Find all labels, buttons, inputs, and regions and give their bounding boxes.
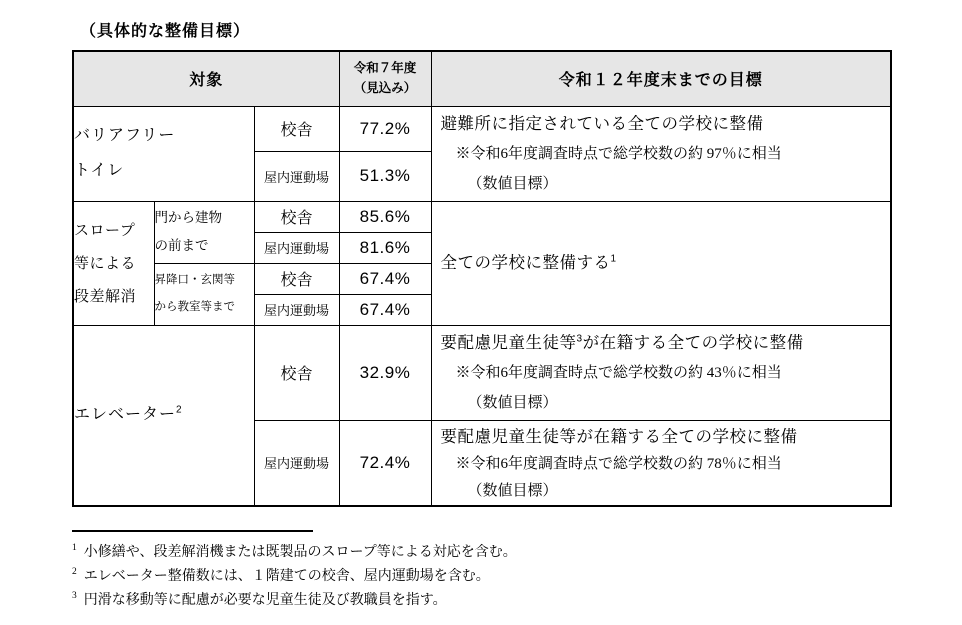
facility-label: 校舎: [254, 106, 339, 151]
facility-label: 校舎: [254, 263, 339, 294]
value-cell: 85.6%: [339, 201, 431, 232]
footnote-3-text: 円滑な移動等に配慮が必要な児童生徒及び教職員を指す。: [83, 593, 447, 608]
category-barrier-free-toilet: [73, 106, 254, 201]
value-cell: 67.4%: [339, 294, 431, 325]
goal-note2-text: （数値目標）: [467, 175, 558, 192]
footnote-rule: [72, 530, 313, 532]
header-row: [73, 51, 891, 106]
fy7-line1: 令和７年度: [353, 61, 417, 76]
footnote-2: [72, 565, 517, 589]
value-cell: 77.2%: [339, 106, 431, 151]
scope-entrance-to-classroom: [154, 263, 254, 325]
category-label-span: エレベーター: [74, 405, 177, 423]
goal-note2-text: （数値目標）: [467, 394, 558, 411]
footnotes: [72, 530, 517, 613]
goal-slope: [431, 201, 891, 325]
category-slope: [73, 201, 154, 325]
header-cell-target: 対象: [73, 51, 339, 106]
header-cell-fy7: [339, 51, 431, 106]
footnote-ref-1: 1: [610, 253, 617, 265]
value-cell: 32.9%: [339, 325, 431, 420]
header-cell-goal: 令和１２年度末までの目標: [431, 51, 891, 106]
scope-label-line: 門から建物: [154, 209, 222, 225]
category-label-line: 等による: [74, 254, 137, 272]
scope-label-line: から教室等まで: [154, 301, 235, 313]
fy7-line2: （見込み）: [353, 80, 417, 95]
table-row-toilet-school: [73, 106, 891, 151]
footnote-3-marker: 3: [72, 591, 77, 602]
goal-main-text: [432, 248, 891, 278]
goal-main-span: 要配慮児童生徒等: [440, 333, 577, 352]
footnote-3: [72, 589, 517, 613]
table-row-elevator-school: [73, 325, 891, 420]
page-title: （具体的な整備目標）: [80, 23, 251, 40]
footnote-1-text: 小修繕や、段差解消機または既製品のスロープ等による対応を含む。: [83, 545, 517, 560]
facility-label: 屋内運動場: [254, 420, 339, 506]
footnote-1-marker: 1: [72, 543, 77, 554]
facility-label: 屋内運動場: [254, 232, 339, 263]
category-label-line: トイレ: [74, 161, 125, 179]
value-cell: 51.3%: [339, 151, 431, 201]
facility-label: 校舎: [254, 201, 339, 232]
goal-elevator-gym: [431, 420, 891, 506]
goal-main-text: [432, 328, 891, 358]
category-label-line: 段差解消: [74, 287, 137, 305]
goal-note-text: ※令和6年度調査時点で総学校数の約 43％に相当: [455, 364, 782, 381]
category-elevator: [73, 325, 254, 506]
value-cell: 81.6%: [339, 232, 431, 263]
category-label-line: [74, 398, 254, 432]
scope-gate-to-building: [154, 201, 254, 263]
footnote-2-marker: 2: [72, 567, 77, 578]
goal-note-text: ※令和6年度調査時点で総学校数の約 97％に相当: [455, 145, 782, 162]
table-row-slope-gate-school: [73, 201, 891, 232]
goal-main-span: 全ての学校に整備する: [440, 254, 611, 272]
goal-note-text: ※令和6年度調査時点で総学校数の約 78％に相当: [455, 455, 782, 472]
goal-toilet: [431, 106, 891, 201]
facility-label: 屋内運動場: [254, 294, 339, 325]
goal-main-text: [432, 421, 891, 451]
category-label-line: スロープ: [74, 221, 136, 239]
goal-main-span: 要配慮児童生徒等が在籍する全ての学校に整備: [440, 427, 798, 446]
facility-label: 屋内運動場: [254, 151, 339, 201]
category-label-line: バリアフリー: [74, 127, 176, 145]
scope-label-line: の前まで: [154, 238, 209, 253]
targets-table: [72, 50, 892, 507]
footnote-2-text: エレベーター整備数には、１階建ての校舎、屋内運動場を含む。: [83, 569, 490, 584]
value-cell: 72.4%: [339, 420, 431, 506]
footnote-ref-2: 2: [176, 404, 183, 416]
facility-label: 校舎: [254, 325, 339, 420]
footnote-1: [72, 541, 517, 565]
goal-main-text: 避難所に指定されている全ての学校に整備: [440, 114, 764, 133]
value-cell: 67.4%: [339, 263, 431, 294]
footnote-ref-3: 3: [576, 333, 583, 344]
goal-elevator-school: [431, 325, 891, 420]
goal-note2-text: （数値目標）: [467, 482, 558, 499]
goal-main-span: が在籍する全ての学校に整備: [582, 333, 804, 352]
scope-label-line: 昇降口・玄関等: [154, 273, 235, 286]
